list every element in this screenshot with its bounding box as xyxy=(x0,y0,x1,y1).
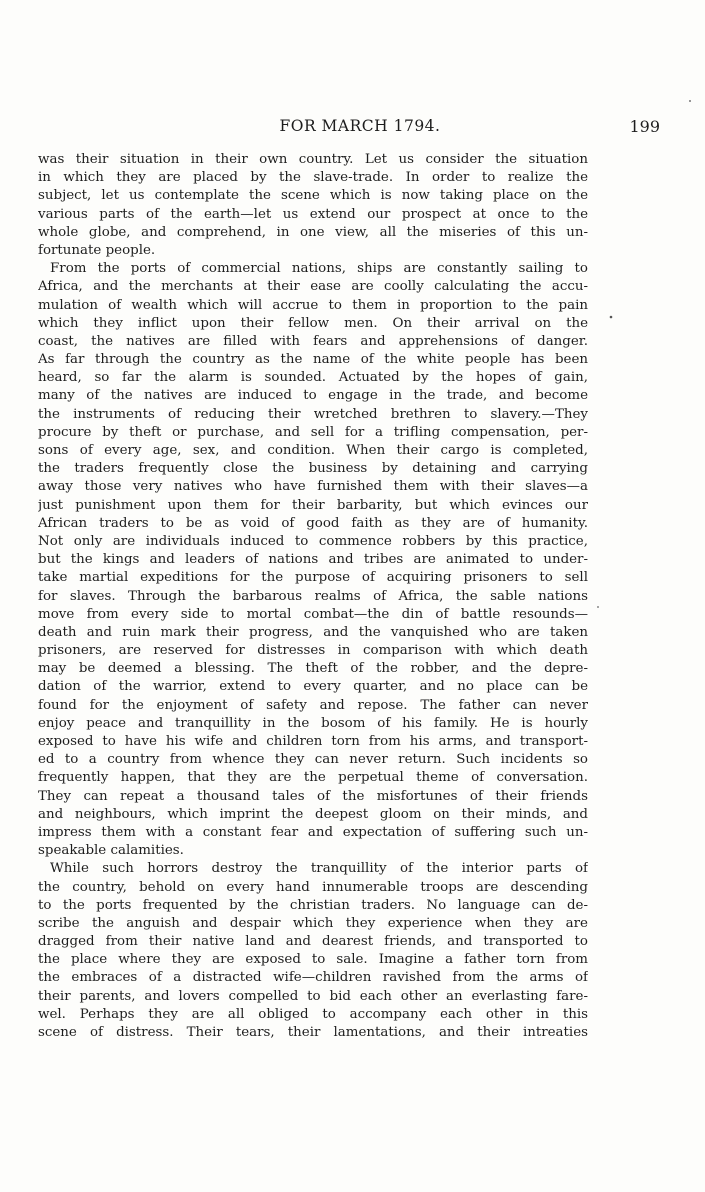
running-head xyxy=(60,117,660,139)
text-line: scene of distress. Their tears, their lamentations, and their intreaties xyxy=(38,1025,588,1040)
text-line: heard, so far the alarm is sounded. Actuated by the hopes of gain, xyxy=(38,370,588,386)
text-line: move from every side to mortal combat—the din of battle resounds— xyxy=(38,606,588,622)
page-number: 199 xyxy=(629,117,660,136)
text-line: various parts of the earth—let us extend our prospect at once to the xyxy=(38,206,588,222)
text-line: the instruments of reducing their wretched brethren to slavery.—They xyxy=(38,406,588,422)
text-line: exposed to have his wife and children torn from his arms, and transport- xyxy=(38,734,588,749)
text-line: which they inflict upon their fellow men. On their arrival on the xyxy=(38,315,588,331)
text-line: Africa, and the merchants at their ease are coolly calculating the accu- xyxy=(38,279,588,295)
text-line: dragged from their native land and dearest friends, and transported to xyxy=(38,934,588,950)
text-line: prisoners, are reserved for distresses in comparison with which death xyxy=(38,643,588,659)
text-line: mulation of wealth which will accrue to them in proportion to the pain xyxy=(38,297,588,313)
text-line: may be deemed a blessing. The theft of the robber, and the depre- xyxy=(38,661,588,677)
text-line: many of the natives are induced to engage in the trade, and become xyxy=(38,388,588,404)
text-line: They can repeat a thousand tales of the misfortunes of their friends xyxy=(38,788,588,804)
text-line: ed to a country from whence they can never return. Such incidents so xyxy=(38,752,588,768)
text-line: While such horrors destroy the tranquillity of the interior parts of xyxy=(50,861,588,877)
text-line: but the kings and leaders of nations and tribes are animated to under- xyxy=(38,552,588,568)
text-line: death and ruin mark their progress, and the vanquished who are taken xyxy=(38,624,588,640)
text-line: was their situation in their own country. Let us consider the situation xyxy=(38,152,588,167)
text-line: dation of the warrior, extend to every quarter, and no place can be xyxy=(38,679,588,695)
text-line: African traders to be as void of good faith as they are of humanity. xyxy=(38,515,588,531)
body-text xyxy=(38,151,588,1042)
text-line: the place where they are exposed to sale. Imagine a father torn from xyxy=(38,952,588,968)
text-line: From the ports of commercial nations, ships are constantly sailing to xyxy=(50,261,588,277)
running-title: FOR MARCH 1794. xyxy=(279,117,441,135)
text-line: sons of every age, sex, and condition. When their cargo is completed, xyxy=(38,443,588,458)
text-line: frequently happen, that they are the perpetual theme of conversation. xyxy=(38,770,588,786)
text-line: whole globe, and comprehend, in one view, all the miseries of this un- xyxy=(38,224,588,240)
text-line: found for the enjoyment of safety and repose. The father can never xyxy=(38,697,588,713)
text-line: subject, let us contemplate the scene which is now taking place on the xyxy=(38,188,588,204)
text-line: impress them with a constant fear and expectation of suffering such un- xyxy=(38,824,588,840)
text-line: coast, the natives are filled with fears and apprehensions of danger. xyxy=(38,333,588,349)
text-line: to the ports frequented by the christian traders. No language can de- xyxy=(38,897,588,913)
text-line: away those very natives who have furnished them with their slaves—a xyxy=(38,479,588,495)
text-line: for slaves. Through the barbarous realms of Africa, the sable nations xyxy=(38,588,588,604)
text-line: speakable calamities. xyxy=(38,843,184,859)
text-line: fortunate people. xyxy=(38,242,156,258)
text-line: enjoy peace and tranquillity in the bosom of his family. He is hourly xyxy=(38,715,588,731)
text-line: their parents, and lovers compelled to bid each other an everlasting fare- xyxy=(38,988,588,1004)
text-line: the country, behold on every hand innumerable troops are descending xyxy=(38,879,588,895)
text-line: take martial expeditions for the purpose of acquiring prisoners to sell xyxy=(38,570,588,586)
text-line: in which they are placed by the slave-trade. In order to realize the xyxy=(38,170,588,186)
text-line: just punishment upon them for their barbarity, but which evinces our xyxy=(38,497,588,513)
text-line: the embraces of a distracted wife—children ravished from the arms of xyxy=(38,970,588,986)
text-line: wel. Perhaps they are all obliged to accompany each other in this xyxy=(38,1006,588,1022)
text-line: the traders frequently close the business by detaining and carrying xyxy=(38,461,588,477)
text-line: Not only are individuals induced to commence robbers by this practice, xyxy=(38,533,588,549)
text-line: and neighbours, which imprint the deepest gloom on their minds, and xyxy=(38,806,588,822)
text-line: procure by theft or purchase, and sell for a trifling compensation, per- xyxy=(38,424,588,440)
text-line: As far through the country as the name of the white people has been xyxy=(38,352,588,368)
text-line: scribe the anguish and despair which they experience when they are xyxy=(38,915,588,931)
